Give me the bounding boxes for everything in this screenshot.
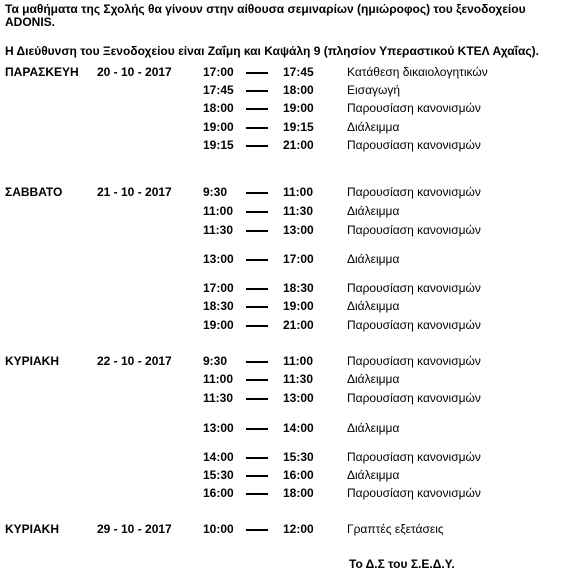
- start-time: 11:00: [203, 372, 234, 386]
- activity-label: Εισαγωγή: [347, 83, 401, 97]
- activity-label: Παρουσίαση κανονισμών: [347, 354, 481, 368]
- schedule-row: [0, 101, 577, 116]
- activity-label: Κατάθεση δικαιολογητικών: [347, 65, 488, 79]
- activity-label: Διάλειμμα: [347, 120, 400, 134]
- activity-label: Παρουσίαση κανονισμών: [347, 281, 481, 295]
- activity-label: Παρουσίαση κανονισμών: [347, 391, 481, 405]
- end-time: 21:00: [283, 318, 314, 332]
- end-time: 17:00: [283, 252, 314, 266]
- activity-label: Διάλειμμα: [347, 468, 400, 482]
- schedule-row: [0, 223, 577, 238]
- start-time: 17:00: [203, 281, 234, 295]
- schedule-row: [0, 252, 577, 267]
- end-time: 17:45: [283, 65, 314, 79]
- day-label: ΣΑΒΒΑΤΟ: [5, 185, 63, 199]
- schedule-row: [0, 450, 577, 465]
- start-time: 10:00: [203, 522, 234, 536]
- hotel-address: Η Διεύθυνση του Ξενοδοχείου είναι Ζαΐμη και Καψάλη 9 (πλησίον Υπεραστικού ΚΤΕΛ Αχαΐας).: [5, 44, 539, 58]
- activity-label: Διάλειμμα: [347, 252, 400, 266]
- signature: Το Δ.Σ του Σ.Ε.Δ.Υ.: [349, 557, 455, 571]
- end-time: 18:00: [283, 83, 314, 97]
- time-dash: [246, 325, 268, 327]
- end-time: 14:00: [283, 421, 314, 435]
- start-time: 18:30: [203, 299, 234, 313]
- start-time: 11:30: [203, 223, 234, 237]
- schedule-row: [0, 486, 577, 501]
- time-dash: [246, 529, 268, 531]
- time-dash: [246, 72, 268, 74]
- end-time: 12:00: [283, 522, 314, 536]
- date-label: 21 - 10 - 2017: [97, 185, 172, 199]
- schedule-row: [0, 468, 577, 483]
- activity-label: Διάλειμμα: [347, 372, 400, 386]
- start-time: 16:00: [203, 486, 234, 500]
- time-dash: [246, 398, 268, 400]
- activity-label: Παρουσίαση κανονισμών: [347, 185, 481, 199]
- end-time: 19:15: [283, 120, 314, 134]
- time-dash: [246, 192, 268, 194]
- start-time: 19:00: [203, 120, 234, 134]
- schedule-row: [0, 318, 577, 333]
- date-label: 29 - 10 - 2017: [97, 522, 172, 536]
- schedule-row: [0, 391, 577, 406]
- start-time: 11:00: [203, 204, 234, 218]
- time-dash: [246, 288, 268, 290]
- time-dash: [246, 90, 268, 92]
- schedule-row: [0, 372, 577, 387]
- schedule-row: [0, 185, 577, 200]
- time-dash: [246, 361, 268, 363]
- start-time: 15:30: [203, 468, 234, 482]
- end-time: 19:00: [283, 101, 314, 115]
- time-dash: [246, 211, 268, 213]
- intro-text: Τα μαθήματα της Σχολής θα γίνουν στην αίθουσα σεμιναρίων (ημιώροφος) του ξενοδοχείου ADONIS.: [5, 2, 526, 29]
- start-time: 17:45: [203, 83, 234, 97]
- activity-label: Παρουσίαση κανονισμών: [347, 223, 481, 237]
- start-time: 17:00: [203, 65, 234, 79]
- end-time: 11:00: [283, 185, 314, 199]
- end-time: 16:00: [283, 468, 314, 482]
- schedule-row: [0, 204, 577, 219]
- end-time: 19:00: [283, 299, 314, 313]
- time-dash: [246, 230, 268, 232]
- start-time: 11:30: [203, 391, 234, 405]
- day-label: ΠΑΡΑΣΚΕΥΗ: [5, 65, 79, 79]
- date-label: 22 - 10 - 2017: [97, 354, 172, 368]
- schedule-row: [0, 281, 577, 296]
- end-time: 18:30: [283, 281, 314, 295]
- schedule-row: [0, 120, 577, 135]
- activity-label: Παρουσίαση κανονισμών: [347, 450, 481, 464]
- time-dash: [246, 475, 268, 477]
- start-time: 19:00: [203, 318, 234, 332]
- schedule-row: [0, 83, 577, 98]
- start-time: 19:15: [203, 138, 234, 152]
- time-dash: [246, 428, 268, 430]
- activity-label: Διάλειμμα: [347, 204, 400, 218]
- schedule-row: [0, 138, 577, 153]
- time-dash: [246, 379, 268, 381]
- start-time: 9:30: [203, 185, 228, 199]
- time-dash: [246, 259, 268, 261]
- day-label: ΚΥΡΙΑΚΗ: [5, 522, 60, 536]
- end-time: 21:00: [283, 138, 314, 152]
- activity-label: Παρουσίαση κανονισμών: [347, 101, 481, 115]
- start-time: 18:00: [203, 101, 234, 115]
- time-dash: [246, 108, 268, 110]
- end-time: 11:00: [283, 354, 314, 368]
- schedule-row: [0, 65, 577, 80]
- start-time: 13:00: [203, 252, 234, 266]
- end-time: 11:30: [283, 204, 314, 218]
- end-time: 13:00: [283, 223, 314, 237]
- schedule-row: [0, 421, 577, 436]
- start-time: 9:30: [203, 354, 228, 368]
- schedule-row: [0, 522, 577, 537]
- time-dash: [246, 127, 268, 129]
- schedule-row: [0, 354, 577, 369]
- time-dash: [246, 306, 268, 308]
- activity-label: Παρουσίαση κανονισμών: [347, 138, 481, 152]
- schedule-row: [0, 299, 577, 314]
- activity-label: Γραπτές εξετάσεις: [347, 522, 444, 536]
- end-time: 18:00: [283, 486, 314, 500]
- end-time: 11:30: [283, 372, 314, 386]
- activity-label: Παρουσίαση κανονισμών: [347, 318, 481, 332]
- activity-label: Παρουσίαση κανονισμών: [347, 486, 481, 500]
- end-time: 13:00: [283, 391, 314, 405]
- start-time: 13:00: [203, 421, 234, 435]
- date-label: 20 - 10 - 2017: [97, 65, 172, 79]
- activity-label: Διάλειμμα: [347, 299, 400, 313]
- start-time: 14:00: [203, 450, 234, 464]
- time-dash: [246, 493, 268, 495]
- time-dash: [246, 457, 268, 459]
- time-dash: [246, 145, 268, 147]
- activity-label: Διάλειμμα: [347, 421, 400, 435]
- day-label: ΚΥΡΙΑΚΗ: [5, 354, 60, 368]
- end-time: 15:30: [283, 450, 314, 464]
